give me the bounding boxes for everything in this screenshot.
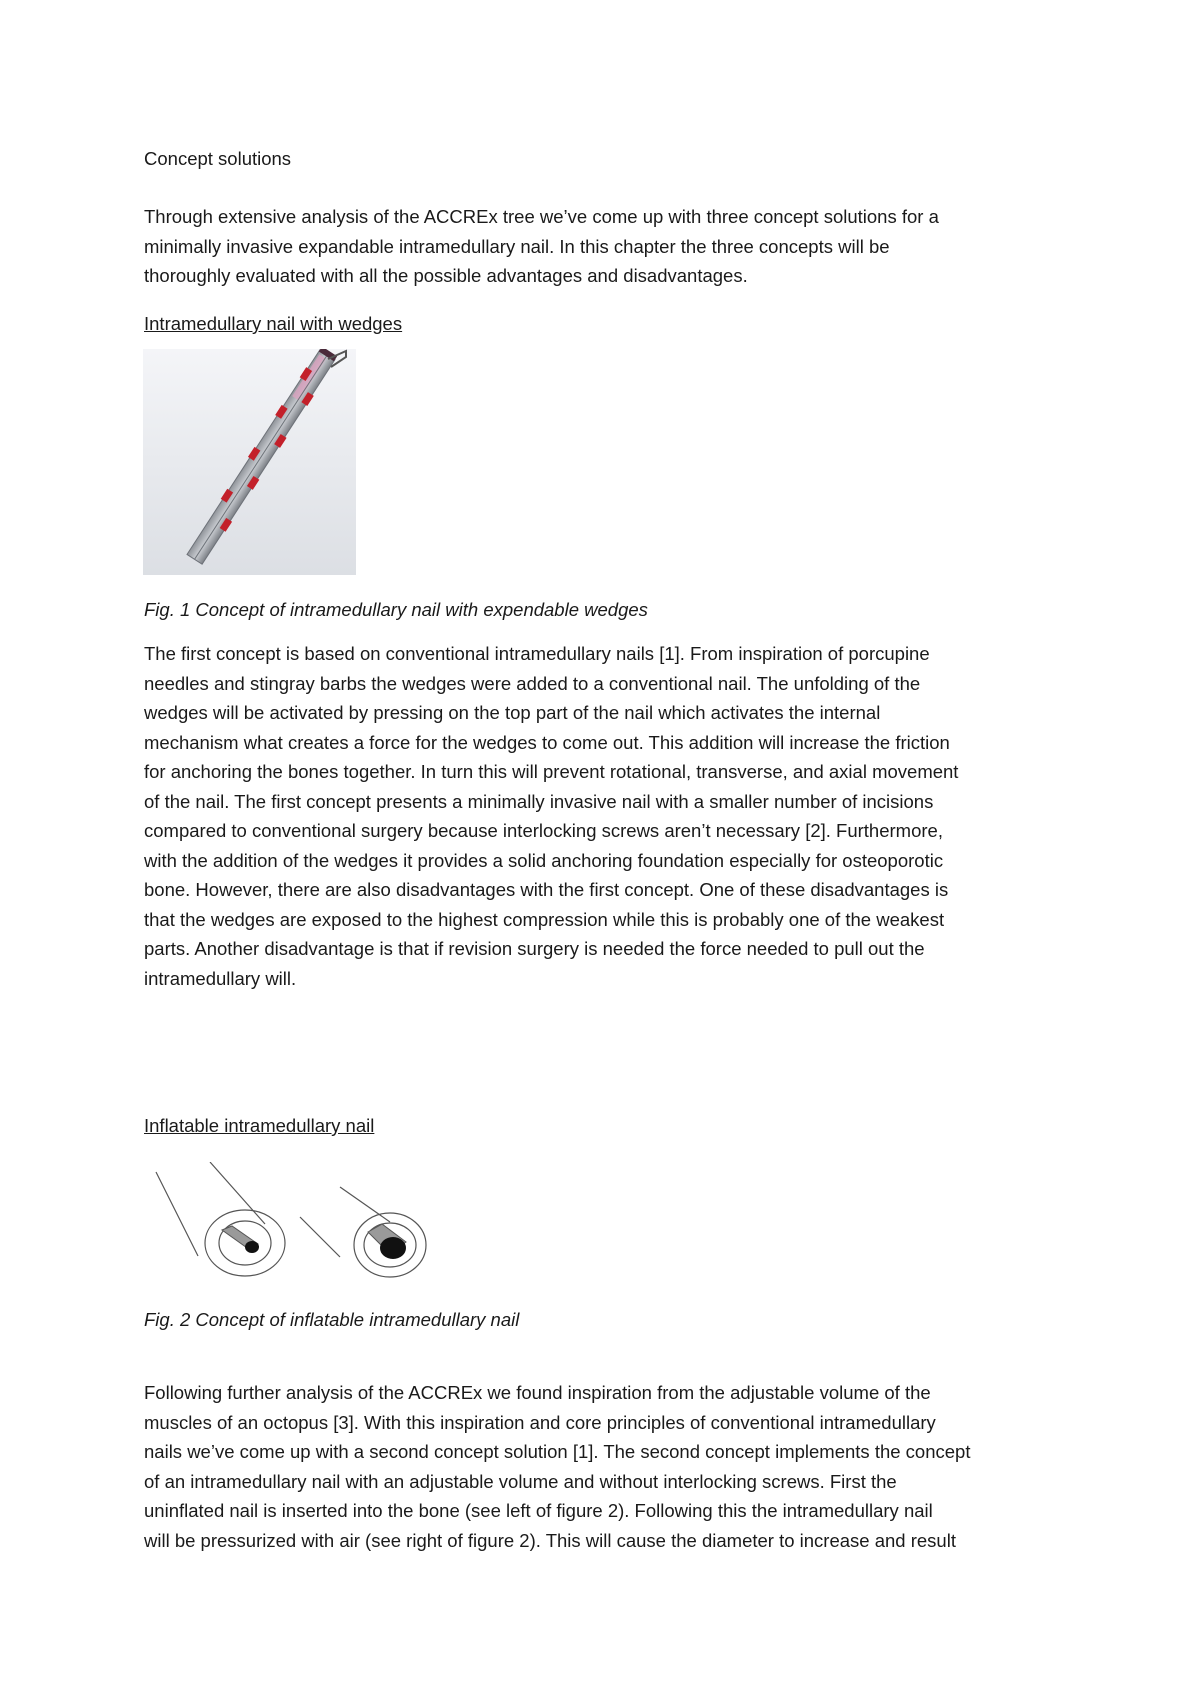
subheading-inflatable: Inflatable intramedullary nail: [144, 1115, 375, 1136]
text-line: intramedullary will.: [144, 967, 297, 989]
text-line: parts. Another disadvantage is that if revision surgery is needed the force needed to pull out the: [144, 938, 925, 959]
text-line: uninflated nail is inserted into the bone (see left of figure 2). Following this the intramedullary nail: [144, 1500, 933, 1521]
figure-inflatable-nail: [150, 1162, 430, 1282]
text-line: with the addition of the wedges it provides a solid anchoring foundation especially for osteoporotic: [144, 849, 944, 871]
text-line: will be pressurized with air (see right of figure 2). This will cause the diameter to increase and result: [144, 1529, 956, 1551]
text-line: Through extensive analysis of the ACCREx tree we’ve come up with three concept solutions for a: [144, 206, 939, 227]
text-line: for anchoring the bones together. In turn this will prevent rotational, transverse, and axial movement: [144, 761, 959, 782]
text-line: The first concept is based on conventional intramedullary nails [1]. From inspiration of porcupine: [144, 643, 930, 664]
text-line: of the nail. The first concept presents a minimally invasive nail with a smaller number of incisions: [144, 790, 934, 812]
figure-caption-2: Fig. 2 Concept of inflatable intramedullary nail: [144, 1309, 520, 1330]
inflatable-paragraph: [144, 1378, 1064, 1555]
figure-nail-with-wedges: [143, 349, 356, 575]
text-line: nails we’ve come up with a second concept solution [1]. The second concept implements the concept: [144, 1441, 971, 1462]
text-line: bone. However, there are also disadvantages with the first concept. One of these disadvantages is: [144, 879, 949, 900]
text-line: minimally invasive expandable intramedullary nail. In this chapter the three concepts will be: [144, 235, 890, 257]
text-line: needles and stingray barbs the wedges were added to a conventional nail. The unfolding of the: [144, 672, 921, 694]
figure-caption-1: Fig. 1 Concept of intramedullary nail with expendable wedges: [144, 599, 648, 620]
text-line: muscles of an octopus [3]. With this inspiration and core principles of conventional intramedullary: [144, 1411, 936, 1433]
text-line: that the wedges are exposed to the highest compression while this is probably one of the weakest: [144, 908, 945, 930]
subheading-wedges: Intramedullary nail with wedges: [144, 313, 403, 334]
text-line: Following further analysis of the ACCREx we found inspiration from the adjustable volume of the: [144, 1382, 931, 1403]
text-line: of an intramedullary nail with an adjustable volume and without interlocking screws. First the: [144, 1470, 897, 1492]
wedges-paragraph: [144, 639, 1064, 993]
text-line: wedges will be activated by pressing on the top part of the nail which activates the internal: [144, 702, 881, 723]
text-line: compared to conventional surgery because interlocking screws aren’t necessary [2]. Furthermore,: [144, 820, 943, 841]
text-line: thoroughly evaluated with all the possible advantages and disadvantages.: [144, 265, 748, 286]
intro-paragraph: [144, 202, 1064, 291]
text-line: mechanism what creates a force for the wedges to come out. This addition will increase the friction: [144, 731, 950, 753]
section-heading: Concept solutions: [144, 148, 292, 169]
